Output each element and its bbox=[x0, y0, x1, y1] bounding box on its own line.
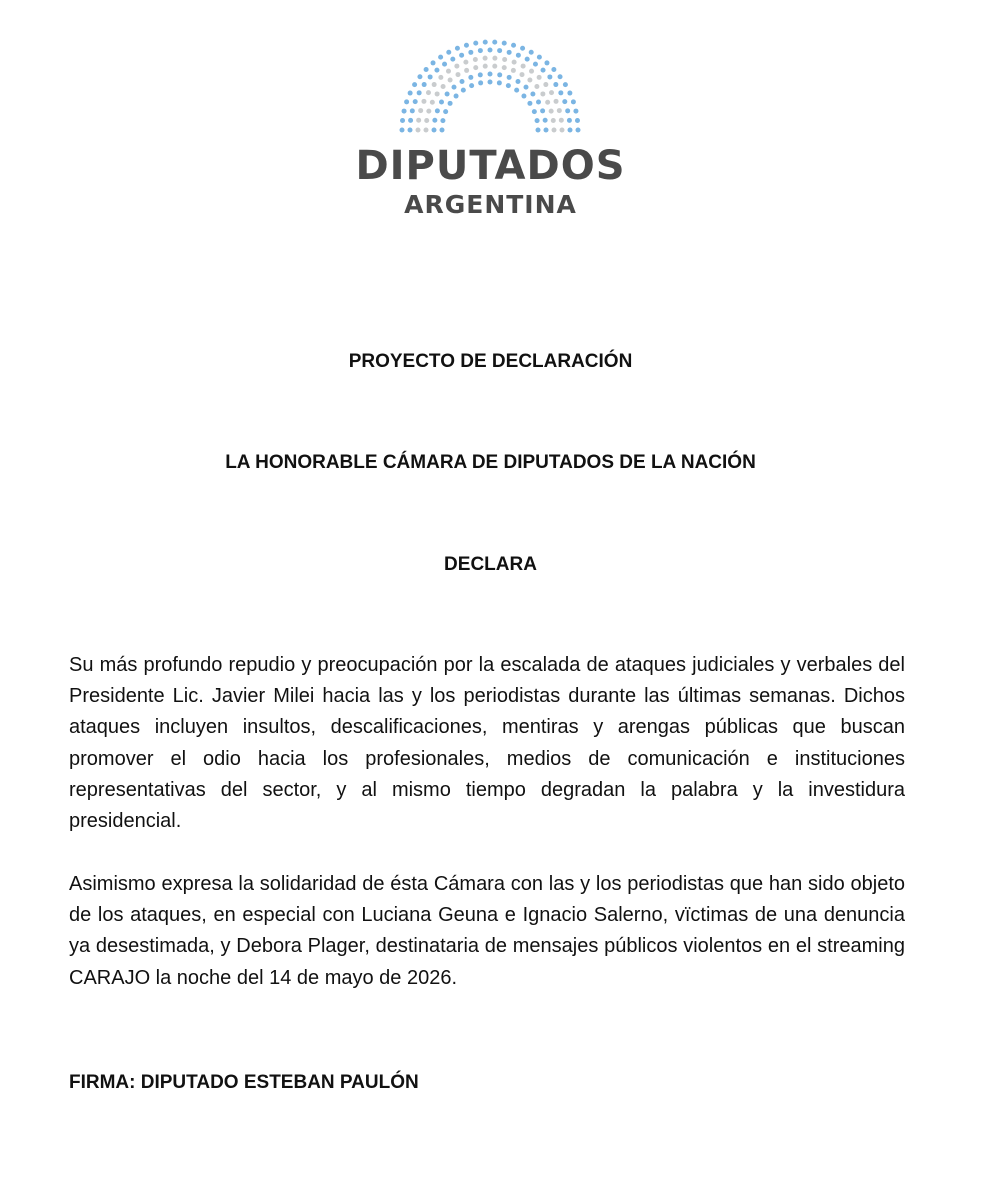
seat-dot bbox=[549, 90, 554, 95]
seat-dot bbox=[460, 79, 465, 84]
seat-dot bbox=[514, 88, 519, 93]
seat-dot bbox=[400, 118, 405, 123]
seat-dot bbox=[404, 99, 409, 104]
seat-dot bbox=[432, 82, 437, 87]
seat-dot bbox=[527, 101, 532, 106]
seat-dot bbox=[421, 99, 426, 104]
seat-dot bbox=[432, 118, 437, 123]
seat-dot bbox=[502, 65, 507, 70]
seat-dot bbox=[438, 75, 443, 80]
seat-dot bbox=[478, 80, 483, 85]
seat-dot bbox=[537, 75, 542, 80]
seat-dot bbox=[454, 94, 459, 99]
seat-dot bbox=[552, 128, 557, 133]
seat-dot bbox=[443, 109, 448, 114]
seat-dot bbox=[567, 118, 572, 123]
seat-dot bbox=[412, 82, 417, 87]
seat-dot bbox=[524, 85, 529, 90]
seat-dot bbox=[537, 55, 542, 60]
seat-dot bbox=[468, 75, 473, 80]
seat-dot bbox=[424, 67, 429, 72]
seat-dot bbox=[488, 80, 493, 85]
seat-dot bbox=[506, 83, 511, 88]
seat-dot bbox=[540, 91, 545, 96]
seat-dot bbox=[456, 72, 461, 77]
seat-dot bbox=[440, 118, 445, 123]
body-heading: LA HONORABLE CÁMARA DE DIPUTADOS DE LA NACIÓN bbox=[225, 452, 756, 473]
logo-wordmark-diputados: DIPUTADOS bbox=[355, 143, 626, 189]
seat-dot bbox=[558, 74, 563, 79]
seat-dot bbox=[483, 64, 488, 69]
seat-dot bbox=[532, 109, 537, 114]
seat-dot bbox=[416, 118, 421, 123]
seat-dot bbox=[507, 50, 512, 55]
seat-dot bbox=[562, 99, 567, 104]
seat-dot bbox=[560, 128, 565, 133]
seat-dot bbox=[511, 43, 516, 48]
seat-dot bbox=[565, 108, 570, 113]
seat-dot bbox=[418, 108, 423, 113]
seat-dot bbox=[576, 128, 581, 133]
seat-dot bbox=[440, 128, 445, 133]
seat-dot bbox=[438, 55, 443, 60]
seat-dot bbox=[545, 100, 550, 105]
seat-dot bbox=[557, 108, 562, 113]
seat-dot bbox=[445, 92, 450, 97]
seat-dot bbox=[568, 128, 573, 133]
seat-dot bbox=[573, 109, 578, 114]
seat-dot bbox=[535, 118, 540, 123]
seat-dot bbox=[432, 128, 437, 133]
seat-dot bbox=[536, 100, 541, 105]
seat-dot bbox=[446, 50, 451, 55]
seat-dot bbox=[551, 118, 556, 123]
seat-dot bbox=[492, 56, 497, 61]
seat-dot bbox=[448, 77, 453, 82]
seat-dot bbox=[426, 109, 431, 114]
seat-dot bbox=[543, 118, 548, 123]
seat-dot bbox=[551, 67, 556, 72]
seat-dot bbox=[454, 64, 459, 69]
signature: FIRMA: DIPUTADO ESTEBAN PAULÓN bbox=[69, 1072, 419, 1093]
seat-dot bbox=[540, 108, 545, 113]
seat-dot bbox=[442, 62, 447, 67]
seat-dot bbox=[413, 99, 418, 104]
seat-dot bbox=[468, 50, 473, 55]
hemicycle-emblem-icon bbox=[390, 35, 590, 135]
seat-dot bbox=[534, 84, 539, 89]
seat-dot bbox=[422, 82, 427, 87]
seat-dot bbox=[529, 50, 534, 55]
seat-dot bbox=[408, 118, 413, 123]
seat-dot bbox=[441, 84, 446, 89]
declara-heading: DECLARA bbox=[444, 554, 537, 575]
seat-dot bbox=[435, 91, 440, 96]
seat-dot bbox=[497, 72, 502, 77]
seat-dot bbox=[417, 90, 422, 95]
seat-dot bbox=[450, 57, 455, 62]
seat-dot bbox=[455, 46, 460, 51]
seat-dot bbox=[428, 74, 433, 79]
seat-dot bbox=[478, 48, 483, 53]
seat-dot bbox=[424, 128, 429, 133]
seat-dot bbox=[543, 82, 548, 87]
paragraph-1: Su más profundo repudio y preocupación por la escalada de ataques judiciales y verbales del Presidente Lic. Javier Milei hacia las y los periodistas durante las últimas semanas. Dichos ataques incluyen insultos, descalificaciones, mentiras y arengas públicas que buscan promover el odio hacia los profesionales, medios de comunicación e instituciones representativas del sector, y al mismo tiempo degradan la palabra y la investidura presidencial. bbox=[69, 654, 905, 833]
logo-wordmark-argentina: ARGENTINA bbox=[404, 190, 577, 219]
paragraph-2: Asimismo expresa la solidaridad de ésta Cámara con las y los periodistas que han sido objeto de los ataques, en especial con Luciana Geuna e Ignacio Salerno, vïctimas de una denuncia ya desestimada, y Debora Plager, destinataria de mensajes públicos violentos en el streaming CARAJO la noche del 14 de mayo de 2026. bbox=[69, 873, 905, 989]
seat-dot bbox=[469, 83, 474, 88]
seat-dot bbox=[544, 128, 549, 133]
seat-dot bbox=[516, 53, 521, 58]
seat-dot bbox=[463, 60, 468, 65]
seat-dot bbox=[452, 85, 457, 90]
seat-dot bbox=[408, 128, 413, 133]
seat-dot bbox=[541, 68, 546, 73]
seat-dot bbox=[525, 57, 530, 62]
seat-dot bbox=[520, 72, 525, 77]
seat-dot bbox=[544, 60, 549, 65]
seat-dot bbox=[575, 118, 580, 123]
seat-dot bbox=[483, 56, 488, 61]
seat-dot bbox=[521, 64, 526, 69]
seat-dot bbox=[527, 77, 532, 82]
seat-dot bbox=[424, 118, 429, 123]
seat-dot bbox=[464, 43, 469, 48]
seat-dot bbox=[400, 128, 405, 133]
seat-dot bbox=[536, 128, 541, 133]
seat-dot bbox=[520, 46, 525, 51]
seat-dot bbox=[478, 72, 483, 77]
seat-dot bbox=[559, 118, 564, 123]
seat-dot bbox=[416, 128, 421, 133]
seat-dot bbox=[563, 82, 568, 87]
seat-dot bbox=[502, 57, 507, 62]
seat-dot bbox=[511, 68, 516, 73]
seat-dot bbox=[549, 109, 554, 114]
seat-dot bbox=[473, 57, 478, 62]
seat-dot bbox=[507, 75, 512, 80]
seat-dot bbox=[431, 60, 436, 65]
seat-dot bbox=[512, 60, 517, 65]
seat-dot bbox=[410, 108, 415, 113]
seat-dot bbox=[488, 48, 493, 53]
seat-dot bbox=[473, 65, 478, 70]
seat-dot bbox=[571, 99, 576, 104]
seat-dot bbox=[488, 72, 493, 77]
seat-dot bbox=[446, 69, 451, 74]
seat-dot bbox=[521, 94, 526, 99]
seat-dot bbox=[461, 88, 466, 93]
seat-dot bbox=[492, 64, 497, 69]
diputados-logo bbox=[0, 30, 981, 225]
seat-dot bbox=[402, 109, 407, 114]
seat-dot bbox=[439, 100, 444, 105]
seat-dot bbox=[473, 41, 478, 46]
seat-dot bbox=[448, 101, 453, 106]
seat-dot bbox=[430, 100, 435, 105]
seat-dot bbox=[558, 90, 563, 95]
seat-dot bbox=[553, 82, 558, 87]
seat-dot bbox=[492, 40, 497, 45]
document-title: PROYECTO DE DECLARACIÓN bbox=[348, 351, 633, 372]
seat-dot bbox=[434, 68, 439, 73]
seat-dot bbox=[417, 74, 422, 79]
seat-dot bbox=[516, 79, 521, 84]
seat-dot bbox=[426, 90, 431, 95]
seat-dot bbox=[483, 40, 488, 45]
seat-dot bbox=[435, 108, 440, 113]
seat-dot bbox=[497, 48, 502, 53]
seat-dot bbox=[530, 92, 535, 97]
seat-dot bbox=[502, 41, 507, 46]
seat-dot bbox=[547, 74, 552, 79]
seat-dot bbox=[533, 62, 538, 67]
seat-dot bbox=[408, 91, 413, 96]
seat-dot bbox=[464, 68, 469, 73]
seat-dot bbox=[529, 69, 534, 74]
seat-dot bbox=[567, 91, 572, 96]
seat-dot bbox=[459, 53, 464, 58]
seat-dot bbox=[497, 80, 502, 85]
seat-dot bbox=[554, 99, 559, 104]
